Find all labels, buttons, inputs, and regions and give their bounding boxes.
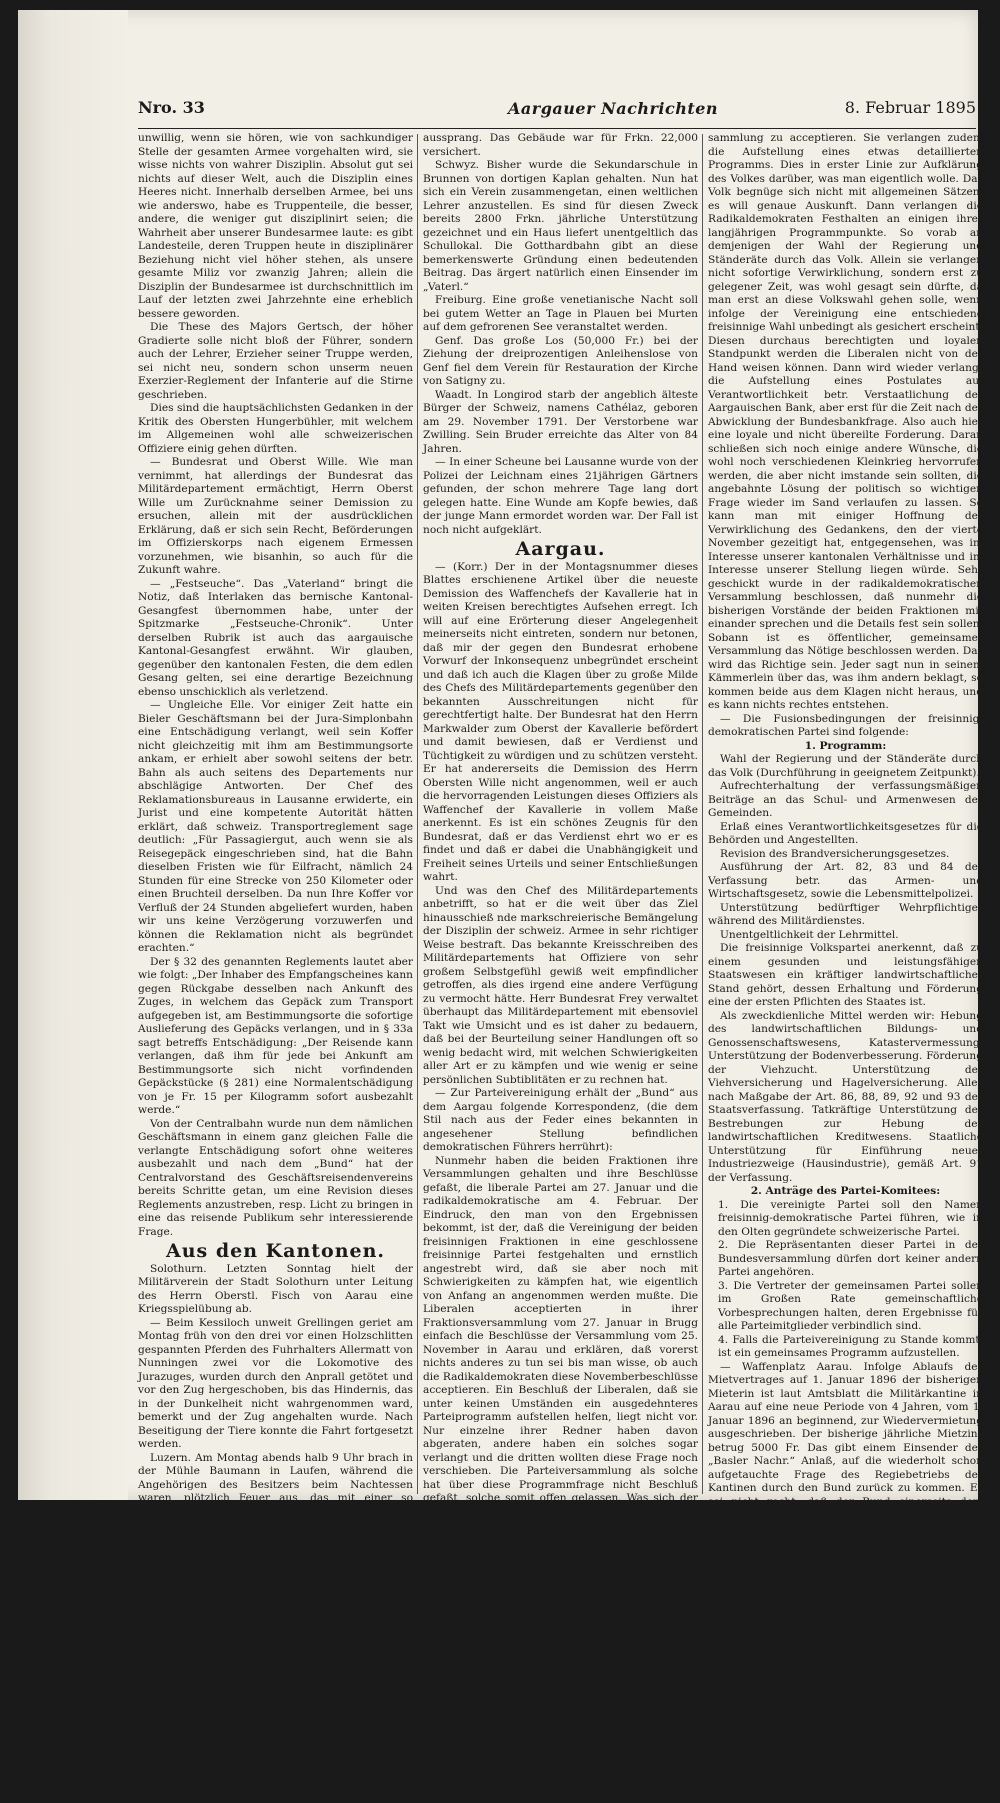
paragraph: — Die Fusionsbedingungen der freisinnig-demokratischen Partei sind folgende: (708, 712, 983, 738)
paragraph: Die freisinnige Volkspartei anerkennt, daß zu einem gesunden und leistungsfähigen Staatswesen ein kräftiger landwirtschaftlicher Stand gehört, dessen Erhaltung und Förderung eine der ersten Pflichten des Staates ist. (708, 942, 983, 1008)
section-heading: Aus den Kantonen. (165, 1240, 386, 1262)
list-item: 3. Die Vertreter der gemeinsamen Partei sollen im Großen Rate gemeinschaftliche Vorbesprechungen halten, deren Ergebnisse für alle Parteimitglieder verbindlich sind. (718, 1279, 983, 1332)
paragraph: Die These des Majors Gertsch, der höher Gradierte solle nicht bloß der Führer, sondern auch der Lehrer, Erzieher seiner Truppe werden, sei nicht neu, sondern schon unserm neuen Exerzier-Reglement der Infanterie auf die Stirne geschrieben. (138, 321, 413, 401)
paragraph: — In einer Scheune bei Lausanne wurde von der Polizei der Leichnam eines 21jährigen Gärtners gefunden, der schon mehrere Tage lang dort gelegen hatte. Eine Wunde am Kopfe bewies, daß der junge Mann ermordet worden war. Der Fall ist noch nicht aufgeklärt. (423, 456, 698, 536)
paragraph: — Ungleiche Elle. Vor einiger Zeit hatte ein Bieler Geschäftsmann bei der Jura-Simplonbahn eine Entschädigung verlangt, weil sein Koffer nicht gleichzeitig mit ihm am Bestimmungsorte ankam, er erhielt aber sowohl seitens der betr. Bahn als auch seitens des Departements nur abschlägige Antworten. Der Chef des Reklamationsbureaus in Lausanne erwiderte, ein Jurist und eine kompetente Autorität hätten erklärt, daß schweiz. Transportreglement sage deutlich: „Für Passagiergut, auch wenn sie als Reisegepäck eingeschrieben sind, hat die Bahn dieselben Fristen wie für Eilfracht, nämlich 24 Stunden für eine Strecke von 250 Kilometer oder einen Bruchteil derselben. Da nun Ihre Koffer vor Verfluß der 24 Stunden abgeliefert wurden, haben wir uns keine Verzögerung vorzuwerfen und können die Reklamation nicht als begründet erachten.“ (138, 699, 413, 954)
paragraph: — Beim Kessiloch unweit Grellingen geriet am Montag früh von den drei vor einen Holzschlitten gespannten Pferden des Fuhrhalters Allermatt von Nunningen zwei vor die Lokomotive des Jurazuges, wurden durch den Anprall getötet und vor den Zug hergeschoben, bis das Hindernis, das in der Dunkelheit nicht wahrgenommen ward, bemerkt und der Zug angehalten wurde. Nach Beseitigung der Tiere konnte die Fahrt fortgesetzt werden. (138, 1316, 413, 1450)
paragraph: Wolle man den Regiebetrieb nicht, so erlasse man wenigstens eine Vorschrift über den Preis der Speisen und Getränke. Der Einsender macht die Anregung, auf dem Wege einer Massenpetition die Frage des Regiebetriebs der Kantinen in Fluß zu bringen. (708, 1603, 983, 1683)
paragraph: — Bundesrat und Oberst Wille. Wie man vernimmt, hat allerdings der Bundesrat das Militärdepartement ermächtigt, Herrn Oberst Wille um Zurücknahme seiner Demission zu ersuchen, allein mit der ausdrücklichen Erklärung, daß er sich sein Recht, Beförderungen im Offizierskorps nach eigenem Ermessen vorzunehmen, wie bisanhin, so auch für die Zukunft wahre. (138, 456, 413, 576)
section-heading: Aargau. (515, 538, 606, 560)
paragraph: Revision des Brandversicherungsgesetzes. (720, 847, 950, 860)
paragraph: unwillig, wenn sie hören, wie von sachkundiger Stelle der gesamten Armee vorgehalten wird, sie wisse nichts von wahrer Disziplin. Absolut gut sei nichts auf dieser Welt, auch die Disziplin eines Heeres nicht. Innerhalb derselben Armee, bei uns wie anderswo, habe es Truppenteile, die besser, andere, die weniger gut disziplinirt seien; die Wahrheit aber unserer Bundesarmee laute: es gibt Landesteile, deren Truppen heute in disziplinärer Beziehung nicht viel höher stehen, als unsere gesamte Miliz vor zwanzig Jahren; allein die Disziplin der Bundesarmee ist durchschnittlich im Lauf der letzten zwei Jahrzehnte eine erheblich bessere geworden. (138, 132, 413, 320)
paragraph: — „Festseuche“. Das „Vaterland“ bringt die Notiz, daß Interlaken das bernische Kantonal-Gesangfest übernommen habe, unter der Spitzmarke „Festseuche-Chronik“. Unter derselben Rubrik ist auch das aargauische Kantonal-Gesangfest erwähnt. Wir glauben, gegenüber den kantonalen Festen, die dem edlen Gesang gelten, sei eine derartige Bezeichnung ebenso unschicklich als verletzend. (138, 577, 413, 698)
paragraph: Freiburg. Eine große venetianische Nacht soll bei gutem Wetter an Tage in Plauen bei Murten auf dem gefrorenen See veranstaltet werden. (423, 294, 698, 333)
paragraph: Von der Centralbahn wurde nun dem nämlichen Geschäftsmann in einem ganz gleichen Falle die verlangte Entschädigung sofort ohne weiteres ausbezahlt und nach dem „Bund“ hat der Centralvorstand des Geschäftsreisendenvereins bereits Schritte getan, um eine Revision dieses Reglements anzustreben, resp. Licht zu bringen in eine das reisende Publikum sehr interessierende Frage. (138, 1117, 413, 1238)
paragraph: — Aargauische Kreditanstalt. Dem soeben im Druck erschienenen Rechenschaftsbericht pro 1894 entnehmen wir, daß das erzielte Resultat ein befriedigendes war. Doch fiel der Betrieb bezüglich das Kreditgewähren kaum mehr gewürdigt wird und in einer ſo weit daß Bestreben hervortritt, den Kredit in einer dem Kreditgeber nachteiligen Weise auszubeuten, (708, 1684, 983, 1791)
paragraph: Genf. Das große Los (50,000 Fr.) bei der Ziehung der dreiprozentigen Anleihenslose von Genf fiel dem Verein für Restauration der Kirche von Satigny zu. (423, 334, 698, 387)
newspaper-title: Aargauer Nachrichten (508, 99, 719, 118)
paragraph: Luzern. Am Montag abends halb 9 Uhr brach in der Mühle Baumann in Laufen, während die Angehörigen des Besitzers beim Nachtessen waren, plötzlich Feuer aus, das mit einer so riesigen Schnelligkeit um sich griff, daß es dem Sohn Hermann Baumann — der Vater war abwesend — und der Lehrling vor das Haus kamen, nicht mehr möglich war, die im Gang befindliche Mühle abzustellen, und mit dem Gebäude auch das ganze (versicherte) Mühle-Inventar, sowie ein erheblicher Vorrat an Mehl und Getreide ein Raub der Flammen wurde. Der Brand soll in einem Zimmer in der westlichen Ecke der Mühle, das dem Sohn und dem Lehrling als Schlafzimmer diente und kurz vorher geheizt worden war, entstanden sein, indem wahrscheinlich aus dem Ofen, in welchen der Sohn vor dem Nachtessen noch etwas Holz eingelegt hatte, ein Funken her- (138, 1451, 413, 1707)
paragraph: Erlaß eines Verantwortlichkeitsgesetzes für die Behörden und Angestellten. (708, 820, 983, 846)
issue-number: Nro. 33 (138, 98, 205, 117)
paragraph: Waadt. In Longirod starb der angeblich älteste Bürger der Schweiz, namens Cathélaz, geboren am 29. November 1791. Der Verstorbene war Zwilling. Sein Bruder erreichte das Alter von 84 Jahren. (423, 388, 698, 455)
paragraph: Dies sind die hauptsächlichsten Gedanken in der Kritik des Obersten Hungerbühler, mit welchem im Allgemeinen wohl alle schweizerischen Offiziere einig gehen dürften. (138, 402, 413, 455)
paragraph: Als zweckdienliche Mittel werden wir: Hebung des landwirtschaftlichen Bildungs- und Genossenschaftswesens, Katastervermessung. Unterstützung der Bodenverbesserung. Förderung der Viehzucht. Unterstützung der Viehversicherung und Hagelversicherung. Alles nach Maßgabe der Art. 86, 88, 89, 92 und 93 der Staatsverfassung. Tatkräftige Unterstützung der Bestrebungen zur Hebung des landwirtschaftlichen Kreditwesens. Staatliche Unterstützung für Einführung neuer Industriezweige (Hausindustrie), gemäß Art. 91 der Verfassung. (708, 1009, 983, 1184)
paragraph: Nunmehr haben die beiden Fraktionen ihre Versammlungen gehalten und ihre Beschlüsse gefaßt, die liberale Partei am 27. Januar und die radikaldemokratische am 4. Februar. Der Eindruck, den man von den Ergebnissen bekommt, ist der, daß die Vereinigung der beiden freisinnigen Fraktionen in eine geschlossene freisinnige Partei festgehalten und ernstlich angestrebt wird, daß sie aber noch mit Schwierigkeiten zu kämpfen hat, wie eigentlich von Anfang an angenommen werden mußte. Die Liberalen acceptierten in ihrer Fraktionsversammlung vom 27. Januar in Brugg einfach die Beschlüsse der Versammlung vom 25. November in Aarau und erklären, daß vorerst nichts anderes zu tun sei bis man wisse, ob auch die Radikaldemokraten diese Novemberbeschlüsse acceptieren. Ein Beschluß der Liberalen, daß sie unter keinen Umständen ein ausgedehnteres Parteiprogramm aufstellen helfen, liegt nicht vor. Nur einzelne ihrer Redner haben davon abgeraten, andere haben ein solches sogar verlangt und die dritten wollten diese Frage noch verschieben. Die Parteiversammlung als solche hat über diese Programmfrage nicht Beschluß gefaßt, solche somit offen gelassen. Was sich der Inhalt der Beschlüsse der Aarauer Versammlung vom 25. November 1894? Sehr kurz, aber gewichtig. Jene Beschlüsse wiesen den Ultramontanismus und jegliche sonstige Reaktion kategorisch zurück, statuieren somit ein durchaus freisinniges Programm in der Idealpolitik. In der Realpolitik wollen sie eine gehörige Finanzierung des Kantons und gestützt hierauf Ausführung der volkswirtschaftlichen und sozialpolitischen Postulate der neuen Staatsverfassung von 1885. Es sind dies nur zwei Sätze. Aber jeder einsichtige Politiker wird zugeben, daß darin eigentlich doch der Kern jeder freisinnigen Politik enthalten ist und daß in diesen Hauptsätzen von selbst die Detailpunkte nach beiden Richtungen hin ausschließen. Die Aarauer Beschlüsse sind nun von den beiden freisinnigen Fraktionsversammlungen angenommen. Damit ist viel erreicht. Die Radikaldemokraten in ihrer sehr zahlreich besuchten Versammlung vom 4. Februar haben sich ihrerseits nicht damit begnügt, einfach die Beschlüsse der Novemberver- (423, 1154, 698, 1801)
paragraph: — Zur Parteivereinigung erhält der „Bund“ aus dem Aargau folgende Korrespondenz, (die dem Stil nach aus der Feder eines bekannten in angesehener Stellung befindlichen demokratischen Führers herrührt): (423, 1087, 698, 1153)
page-binding-shadow (18, 10, 128, 1500)
paragraph: — (Korr.) Der in der Montagsnummer dieses Blattes erschienene Artikel über die neueste Demission des Waffenchefs der Kavallerie hat in weiten Kreisen berechtigtes Aufsehen erregt. Ich will auf eine Erörterung dieser Angelegenheit meinerseits nicht eintreten, sondern nur betonen, daß mir der gegen den Bundesrat erhobene Vorwurf der Inkonsequenz unbegründet erscheint und daß ich auch die Klagen über zu große Milde des Chefs des Militärdepartements gegenüber den bekannten Ausschreitungen nicht für gerechtfertigt halte. Der Bundesrat hat den Herrn Markwalder zum Oberst der Kavallerie befördert und damit bewiesen, daß er Verdienst und Tüchtigkeit zu würdigen und zu schützen versteht. Er hat andererseits die Demission des Herrn Obersten Wille nicht angenommen, weil er auch die hervorragenden Leistungen dieses Offiziers als Waffenchef der Kavallerie in vollem Maße anerkennt. Es ist ein schönes Zeugnis für den Bundesrat, daß er das Verdienst ehrt wo er es findet und daß er dabei die Unabhängigkeit und Freiheit seines Urteils und seiner Entschließungen wahrt. (423, 560, 698, 883)
list-item: 1. Die vereinigte Partei soll den Namen freisinnig-demokratische Partei führen, wie in den Olten gegründete schweizerische Partei. (718, 1198, 983, 1238)
newspaper-page (18, 10, 983, 1801)
paragraph: aussprang. Das Gebäude war für Frkn. 22,000 versichert. (423, 132, 698, 158)
issue-date: 8. Februar 1895 (844, 98, 976, 117)
paragraph: — Waffenplatz Aarau. Infolge Ablaufs des Mietvertrages auf 1. Januar 1896 der bisherigen Mieterin ist laut Amtsblatt die Militärkantine in Aarau auf eine neue Periode von 4 Jahren, vom 1. Januar 1896 an beginnend, zur Wiedervermietung ausgeschrieben. Der bisherige jährliche Mietzins betrug 5000 Fr. Das gibt einem Einsender der „Basler Nachr.“ Anlaß, auf die wiederholt schon aufgetauchte Frage des Regiebetriebs der Kantinen durch den Bund zurück zu kommen. Es sei nicht recht, daß der Bund einerseits dem Soldaten und Rekruten einen bescheidenen Sold verabfolgt und andererseits im Verein mit den Kantonen dem nämlichen Wehrmann den kärglichen Sold durch teure Vermietung der Kantinen und durch nirgends fixierte Preise der Speisen und Getränke der Kantinenwirte wieder aus der Tasche ziehe. (708, 1360, 983, 1602)
list-item: 4. Falls die Parteivereinigung zu Stande kommt, ist ein gemeinsames Programm aufzustellen. (718, 1333, 983, 1359)
column-2 (423, 132, 698, 1803)
paragraph: Unentgeltlichkeit der Lehrmittel. (720, 928, 899, 941)
paragraph: Und was den Chef des Militärdepartements anbetrifft, so hat er die weit über das Ziel hinausschieß nde markschreierische Bemängelung der Disziplin der schweiz. Armee in sehr richtiger Weise bestraft. Das bekannte Kreisschreiben des Militärdepartements hat Offiziere von sehr großem Selbstgefühl gewiß weit empfindlicher getroffen, als dies irgend eine andere Verfügung zu vermocht hätte. Herr Bundesrat Frey verwaltet überhaupt das Militärdepartement mit ebensoviel Takt wie Umsicht und es ist daher zu bedauern, daß bei der Beurteilung seiner Handlungen oft so wenig bedacht wird, mit welchen Schwierigkeiten aller Art er zu kämpfen und wie wenig er seine persönlichen Subtiblitäten er zu rechnen hat. (423, 884, 698, 1086)
column-divider-1 (417, 134, 418, 1494)
paragraph: Der § 32 des genannten Reglements lautet aber wie folgt: „Der Inhaber des Empfangscheines kann gegen Rückgabe desselben nach Ankunft des Zuges, in welchem das Gepäck zum Transport aufgegeben ist, am Bestimmungsorte die sofortige Auslieferung des Gepäcks verlangen, und in § 33a sagt betreffs Entschädigung: „Der Reisende kann verlangen, daß ihm für jede bei Ankunft am Bestimmungsorte sich nicht vorfindenden Gepäckstücke (§ 281) eine Normalentschädigung von je Fr. 15 per Kilogramm sofort ausbezahlt werde.“ (138, 955, 413, 1116)
paragraph: Wahl der Regierung und der Ständeräte durch das Volk (Durchführung in geeignetem Zeitpunkt). (708, 753, 983, 779)
paragraph: Unterstützung bedürftiger Wehrpflichtiger während des Militärdienstes. (708, 901, 983, 927)
column-1 (138, 132, 413, 1708)
page-header (138, 96, 976, 129)
paragraph: Solothurn. Letzten Sonntag hielt der Militärverein der Stadt Solothurn unter Leitung des Herrn Oberstl. Fisch von Aarau eine Kriegsspielübung ab. (138, 1262, 413, 1315)
column-3 (708, 132, 983, 1793)
column-divider-2 (702, 134, 703, 1494)
paragraph: Aufrechterhaltung der verfassungsmäßigen Beiträge an das Schul- und Armenwesen der Gemeinden. (708, 780, 983, 819)
paragraph: Ausführung der Art. 82, 83 und 84 der Verfassung betr. das Armen- und Wirtschaftsgesetz, sowie die Lebensmittelpolizei. (708, 861, 983, 900)
list-item: 2. Die Repräsentanten dieser Partei in der Bundesversammlung dürfen dort keiner andern Partei angehören. (718, 1239, 983, 1278)
subheading: 1. Programm: (804, 739, 887, 752)
subheading: 2. Anträge des Partei-Komitees: (750, 1185, 941, 1197)
paragraph: Schwyz. Bisher wurde die Sekundarschule in Brunnen von dortigen Kaplan gehalten. Nun hat sich ein Verein zusammengetan, einen weltlichen Lehrer anzustellen. Es sind für diesen Zweck bereits 2800 Frkn. jährliche Unterstützung gezeichnet und ein Haus liefert unentgeltlich das Schullokal. Die Gotthardbahn gibt an diese bemerkenswerte Gründung einen bedeutenden Beitrag. Das ärgert natürlich einen Einsender im „Vaterl.“ (423, 159, 698, 293)
paragraph: sammlung zu acceptieren. Sie verlangen zudem die Aufstellung eines etwas detaillierten Programms. Dies in erster Linie zur Aufklärung des Volkes darüber, was man eigentlich wolle. Das Volk begnüge sich nicht mit allgemeinen Sätzen, es will genaue Auskunft. Dann verlangen die Radikaldemokraten Festhalten an einigen ihrer langjährigen Programmpunkte. So vorab an demjenigen der Wahl der Regierung und Ständeräte durch das Volk. Allein sie verlangen nicht sofortige Verwirklichung, sondern erst zu gelegener Zeit, was wohl gesagt sein dürfte, da man erst an diese Volkswahl gehen solle, wenn infolge der Vereinigung eine entschiedene freisinnige Wahl unbedingt als gesichert erscheint. Diesen durchaus berechtigten und loyalen Standpunkt werden die Liberalen nicht von der Hand weisen können. Dann wird wieder verlangt die Aufstellung eines Postulates auf Verantwortlichkeit betr. Verstaatlichung der Aargauischen Bank, aber erst für die Zeit nach der Abwicklung der Bundesbankfrage. Also auch hier eine loyale und nicht übereilte Forderung. Daran schließen sich noch einige andere Wünsche, die wohl noch verschiedenen Kleinkrieg hervorrufen werden, die aber nicht imstande sein sollten, die angebahnte Lösung der politisch so wichtigen Frage wieder im Sand verlaufen zu lassen. So kann man mit einiger Hoffnung der Verwirklichung des Gedankens, den der vierte November gezeitigt hat, entgegensehen, was im Interesse unserer kantonalen Verhältnisse und im Interesse unserer Stellung liegen würde. Sehr geschickt wurde in der radikaldemokratischen Versammlung beschlossen, daß nunmehr die bisherigen Vorstände der beiden Fraktionen mit einander sprechen und die Details fest sein sollen. Sobann ist es öffentlicher, gemeinsamer Versammlung das Nötige beschlossen werden. Das wird das Richtige sein. Jeder sagt nun in seinem Kämmerlein über das, was ihm andern beklagt, so kommen beide aus dem Klagen nicht heraus, und es kann nichts rechtes entstehen. (708, 132, 983, 711)
